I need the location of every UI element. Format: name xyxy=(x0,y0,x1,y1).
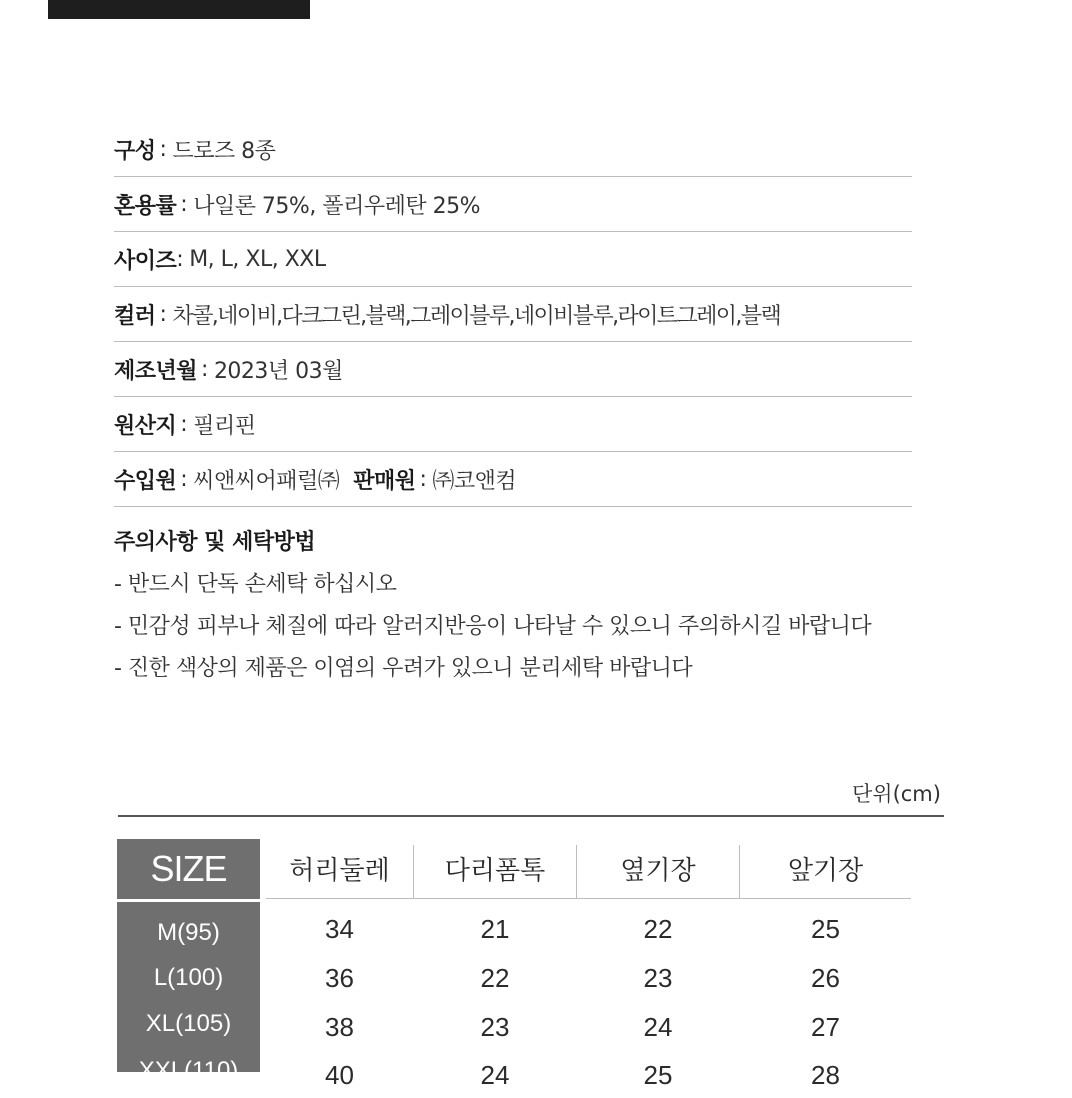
table-cell: 23 xyxy=(480,1011,510,1042)
table-cell: 36 xyxy=(325,962,354,993)
spec-separator: : xyxy=(201,356,208,382)
spec-row-size xyxy=(114,232,912,287)
spec-row-manufacture-date xyxy=(114,342,912,397)
spec-value: 차콜,네이비,다크그린,블랙,그레이블루,네이비블루,라이트그레이,블랙 xyxy=(172,303,781,329)
seller-label: 판매원 xyxy=(353,468,416,494)
table-cell: 25 xyxy=(643,1059,673,1090)
spec-label: 컬러 xyxy=(114,303,156,329)
column-header-waist: 허리둘레 xyxy=(289,855,390,886)
spec-separator: : xyxy=(159,301,167,327)
spec-separator: : xyxy=(180,411,188,437)
spec-row-origin xyxy=(114,397,912,452)
table-cell: 25 xyxy=(811,913,840,944)
column-header-leg-opening: 다리폼톡 xyxy=(444,855,546,886)
spec-label: 혼용률 xyxy=(114,193,177,219)
care-item: - 진한 색상의 제품은 이염의 우려가 있으니 분리세탁 바랍니다 xyxy=(114,656,693,681)
spec-value: 필리핀 xyxy=(193,413,256,439)
care-instructions xyxy=(114,522,871,690)
spec-separator: : xyxy=(180,466,188,492)
table-cell: 40 xyxy=(325,1059,354,1090)
table-cell: 34 xyxy=(325,913,354,944)
table-cell: 22 xyxy=(643,913,673,944)
importer-value: 씨앤씨어패럴㈜ xyxy=(193,468,340,494)
table-cell: 38 xyxy=(325,1011,354,1042)
table-cell: 28 xyxy=(811,1059,840,1090)
spec-label: 구성 xyxy=(114,138,156,164)
size-label-xxl: XXL(110) xyxy=(138,1057,239,1084)
care-item: - 민감성 피부나 체질에 따라 알러지반응이 나타날 수 있으니 주의하시길 바랍니다 xyxy=(114,614,872,639)
column-divider xyxy=(413,845,414,899)
spec-label: 사이즈 xyxy=(114,248,177,274)
spec-value: 나일론 75%, 폴리우레탄 25% xyxy=(193,193,480,219)
spec-separator: : xyxy=(159,136,167,162)
seller-value: ㈜코앤컴 xyxy=(432,468,517,494)
unit-label: 단위(cm) xyxy=(852,782,941,806)
table-cell: 24 xyxy=(480,1059,510,1090)
column-header-front-length: 앞기장 xyxy=(787,855,864,886)
size-label-l: L(100) xyxy=(153,964,224,991)
column-header-side-length: 옆기장 xyxy=(620,855,696,886)
top-banner-bar xyxy=(48,0,310,19)
spec-value: 드로즈 8종 xyxy=(172,138,276,164)
column-divider xyxy=(739,845,740,899)
size-label-m: M(95) xyxy=(157,919,220,946)
spec-separator: : xyxy=(419,466,427,492)
care-title: 주의사항 및 세탁방법 xyxy=(114,530,316,555)
importer-label: 수입원 xyxy=(114,468,177,494)
table-cell: 24 xyxy=(643,1011,673,1042)
spec-row-composition xyxy=(114,122,912,177)
table-cell: 27 xyxy=(811,1011,840,1042)
column-divider xyxy=(576,845,577,899)
table-cell: 23 xyxy=(643,962,673,993)
spec-row-importer-seller xyxy=(114,452,912,507)
spec-label: 원산지 xyxy=(114,413,177,439)
spec-row-color xyxy=(114,287,912,342)
spec-row-material xyxy=(114,177,912,232)
product-spec-list xyxy=(114,122,912,507)
spec-label: 제조년월 xyxy=(114,358,198,384)
table-cell: 26 xyxy=(811,962,840,993)
care-item: - 반드시 단독 손세탁 하십시오 xyxy=(114,572,397,597)
table-cell: 21 xyxy=(480,913,510,944)
spec-separator: : xyxy=(180,191,188,217)
size-label-xl: XL(105) xyxy=(145,1010,232,1037)
table-top-rule xyxy=(118,815,944,817)
spec-value: 2023년 03월 xyxy=(213,358,343,384)
table-cell: 22 xyxy=(480,962,510,993)
spec-separator: : xyxy=(176,246,184,272)
header-rule xyxy=(266,898,911,899)
size-header: SIZE xyxy=(117,839,260,899)
spec-value: M, L, XL, XXL xyxy=(189,246,326,272)
